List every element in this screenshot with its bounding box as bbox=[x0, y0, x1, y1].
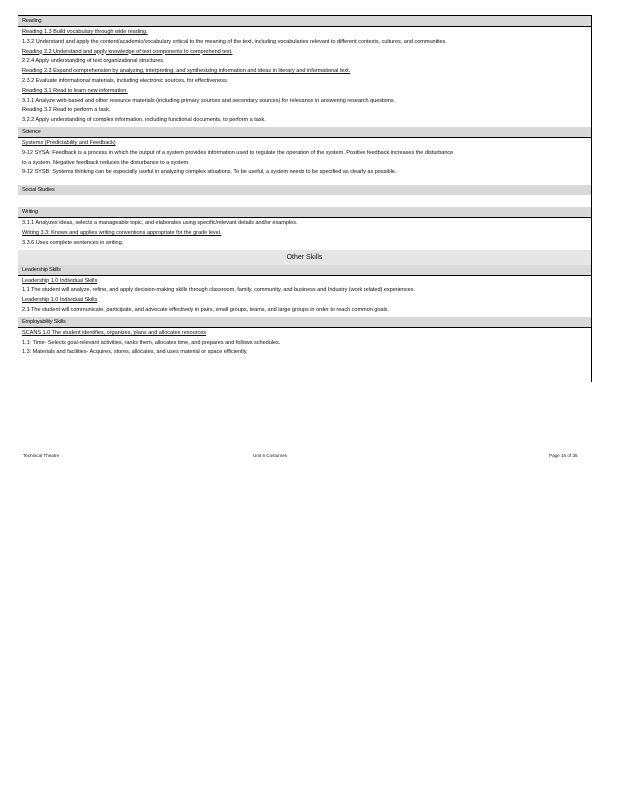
standard-item: 9-12 SYSA: Feedback is a process in which the output of a system provides information used to regulate the operation of the system. Positive feedback increases the disturbance bbox=[22, 149, 454, 156]
writing-body bbox=[18, 218, 591, 249]
standard-item: 9-12 SYSB: Systems thinking can be especially useful in analyzing complex situations. To be useful, a system needs to be specified as clearly as possible. bbox=[22, 169, 397, 176]
leadership-body bbox=[18, 276, 591, 317]
standard-item: 1.3.2 Understand and apply the content/academic/vocabulary critical to the meaning of the text, including vocabularies relevant to different contexts, cultures, and communities. bbox=[22, 38, 447, 45]
leadership-heading: Leadership Skills bbox=[18, 265, 591, 275]
standard-item: 3.1.1 Analyze web-based and other resource materials (including primary sources and secondary sources) for relevance in answering research questions. bbox=[22, 97, 396, 104]
footer-unit: Unit 6 Costumes bbox=[253, 453, 287, 458]
reading-heading: Reading bbox=[18, 16, 591, 26]
standard-heading: Systems (Predictability and Feedback) bbox=[22, 139, 116, 146]
standard-heading: Writing 3.3: Knows and applies writing conventions appropriate for the grade level. bbox=[22, 229, 222, 236]
standard-item: 3.1.1 Analyzes ideas, selects a manageable topic, and elaborates using specific/relevant details and/or examples. bbox=[22, 220, 298, 227]
standard-item: 3.3.6 Uses complete sentences in writing. bbox=[22, 239, 124, 246]
footer-course: Technical Theatre bbox=[23, 453, 60, 458]
standard-item: Reading 3.2 Read to perform a task. bbox=[22, 107, 111, 114]
standard-heading: Leadership 1.0 Individual Skills bbox=[22, 277, 98, 284]
footer-page-number: Page 16 of 35 bbox=[549, 453, 578, 458]
standard-item: to a system. Negative feedback reduces the disturbance to a system. bbox=[22, 159, 190, 166]
social-studies-heading: Social Studies bbox=[18, 185, 591, 195]
science-heading: Science bbox=[18, 127, 591, 137]
reading-body bbox=[18, 27, 591, 127]
science-body bbox=[18, 138, 591, 179]
employability-heading: Employability Skills bbox=[18, 317, 591, 327]
employability-body bbox=[18, 328, 591, 359]
standard-heading: Reading 2.2 Understand and apply knowledge of text components to comprehend text. bbox=[22, 48, 233, 55]
standard-item: 3.2.2 Apply understanding of complex information, including functional documents, to perform a task. bbox=[22, 117, 266, 124]
standard-heading: Reading 3.1 Read to learn new information. bbox=[22, 87, 128, 94]
standard-heading: Leadership 1.0 Individual Skills bbox=[22, 297, 98, 304]
standard-heading: Reading 2.3 Expand comprehension by analyzing, interpreting, and synthesizing information and ideas in literary and informational text. bbox=[22, 68, 351, 75]
standard-item: 2.3.2 Evaluate informational materials, including electronic sources, for effectiveness. bbox=[22, 77, 229, 84]
standard-item: 1.3: Materials and facilities- Acquires, stores, allocates, and uses material or space efficiently. bbox=[22, 349, 248, 356]
other-skills-heading: Other Skills bbox=[18, 250, 591, 265]
standard-item: 1.1 The student will analyze, refine, and apply decision-making skills through classroom, family, community, and business and Industry (work related) experiences. bbox=[22, 287, 415, 294]
standard-heading: Reading 1.3 Build vocabulary through wide reading. bbox=[22, 29, 148, 35]
writing-heading: Writing bbox=[18, 207, 591, 217]
standard-item: 2.1 The student will communicate, participate, and advocate effectively in pairs, small groups, teams, and large groups in order to reach common goals. bbox=[22, 306, 389, 313]
standard-item: 1.1: Time- Selects goal-relevant activities, ranks them, allocates time, and prepares and follows schedules. bbox=[22, 339, 281, 346]
standard-heading: SCANS 1.0 The student identifies, organizes, plans and allocates resources bbox=[22, 329, 207, 336]
standard-item: 2.2.4 Apply understanding of text organizational structures. bbox=[22, 58, 165, 65]
standards-table bbox=[18, 15, 592, 382]
